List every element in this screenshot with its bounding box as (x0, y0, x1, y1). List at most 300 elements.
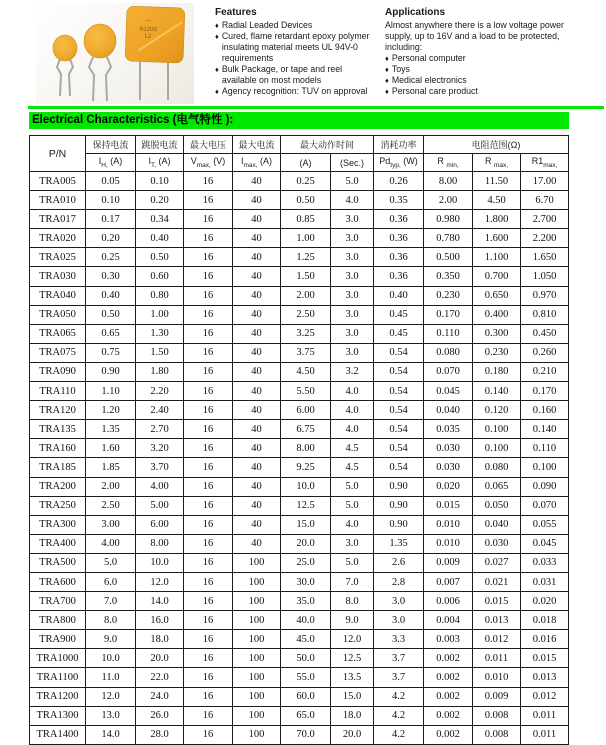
value-cell: 1.050 (521, 267, 569, 286)
value-cell: 3.0 (331, 267, 374, 286)
part-number-cell: TRA135 (30, 420, 86, 439)
value-cell: 0.54 (374, 458, 424, 477)
value-cell: 0.070 (424, 362, 473, 381)
value-cell: 0.021 (473, 572, 521, 591)
value-cell: 1.35 (374, 534, 424, 553)
value-cell: 0.008 (473, 725, 521, 744)
value-cell: 16 (184, 649, 233, 668)
value-cell: 3.7 (374, 668, 424, 687)
product-photo (36, 3, 194, 104)
value-cell: 0.50 (136, 248, 184, 267)
list-item-text: Radial Leaded Devices (221, 20, 313, 30)
value-cell: 0.008 (473, 706, 521, 725)
table-row (30, 401, 569, 420)
col-header-rmin: R $_{min,}$ (424, 154, 473, 172)
value-cell: 12.0 (136, 572, 184, 591)
value-cell: 0.90 (374, 515, 424, 534)
part-number-cell: TRA010 (30, 191, 86, 210)
value-cell: 40 (233, 305, 281, 324)
part-number-cell: TRA160 (30, 439, 86, 458)
value-cell: 1.800 (473, 210, 521, 229)
value-cell: 2.50 (281, 305, 331, 324)
col-header-pn: P/N (30, 136, 86, 172)
value-cell: 12.0 (331, 630, 374, 649)
value-cell: 0.070 (521, 496, 569, 515)
value-cell: 0.012 (521, 687, 569, 706)
device-marking-model: A1200 (139, 26, 157, 34)
value-cell: 16 (184, 172, 233, 191)
value-cell: 4.0 (331, 191, 374, 210)
value-cell: 1.50 (281, 267, 331, 286)
value-cell: 0.012 (473, 630, 521, 649)
value-cell: 16 (184, 229, 233, 248)
col-header-resistance-cn: 电阻范围(Ω) (424, 136, 569, 154)
value-cell: 22.0 (136, 668, 184, 687)
value-cell: 3.3 (374, 630, 424, 649)
value-cell: 2.00 (86, 477, 136, 496)
col-header-hold-cn: 保持电流 (86, 136, 136, 154)
table-row (30, 572, 569, 591)
value-cell: 0.002 (424, 649, 473, 668)
value-cell: 16 (184, 725, 233, 744)
list-item (215, 20, 379, 31)
value-cell: 4.5 (331, 458, 374, 477)
part-number-cell: TRA017 (30, 210, 86, 229)
value-cell: 8.00 (281, 439, 331, 458)
applications-intro: Almost anywhere there is a low voltage power supply, up to 16V and a load to be protected, including: (385, 20, 564, 52)
value-cell: 13.0 (86, 706, 136, 725)
part-number-cell: TRA400 (30, 534, 86, 553)
value-cell: 1.20 (86, 401, 136, 420)
value-cell: 0.160 (521, 401, 569, 420)
table-row (30, 592, 569, 611)
part-number-cell: TRA900 (30, 630, 86, 649)
value-cell: 100 (233, 649, 281, 668)
value-cell: 20.0 (331, 725, 374, 744)
value-cell: 40 (233, 439, 281, 458)
value-cell: 0.015 (473, 592, 521, 611)
part-number-cell: TRA025 (30, 248, 86, 267)
value-cell: 2.70 (136, 420, 184, 439)
list-item-text: Medical electronics (391, 75, 467, 85)
value-cell: 65.0 (281, 706, 331, 725)
table-row (30, 305, 569, 324)
value-cell: 5.0 (331, 496, 374, 515)
value-cell: 3.0 (331, 210, 374, 229)
value-cell: 26.0 (136, 706, 184, 725)
value-cell: 2.200 (521, 229, 569, 248)
section-header-bar (29, 112, 569, 129)
value-cell: 14.0 (136, 592, 184, 611)
medium-disc-device (84, 24, 116, 58)
value-cell: 0.002 (424, 687, 473, 706)
value-cell: 16 (184, 630, 233, 649)
value-cell: 0.980 (424, 210, 473, 229)
table-row (30, 649, 569, 668)
value-cell: 0.970 (521, 286, 569, 305)
value-cell: 16 (184, 305, 233, 324)
col-header-imax-cn: 最大电流 (233, 136, 281, 154)
value-cell: 16 (184, 572, 233, 591)
value-cell: 0.40 (86, 286, 136, 305)
value-cell: 40 (233, 324, 281, 343)
value-cell: 2.20 (136, 382, 184, 401)
part-number-cell: TRA185 (30, 458, 86, 477)
value-cell: 16 (184, 401, 233, 420)
value-cell: 0.75 (86, 343, 136, 362)
value-cell: 0.90 (374, 496, 424, 515)
value-cell: 16 (184, 534, 233, 553)
value-cell: 30.0 (281, 572, 331, 591)
value-cell: 5.00 (136, 496, 184, 515)
value-cell: 0.780 (424, 229, 473, 248)
value-cell: 3.7 (374, 649, 424, 668)
value-cell: 0.300 (473, 324, 521, 343)
col-header-vmax-cn: 最大电压 (184, 136, 233, 154)
value-cell: 3.0 (331, 229, 374, 248)
table-row (30, 382, 569, 401)
list-item (215, 31, 379, 64)
value-cell: 0.020 (424, 477, 473, 496)
value-cell: 0.26 (374, 172, 424, 191)
diamond-bullet-icon: ♦ (215, 87, 219, 96)
value-cell: 0.050 (473, 496, 521, 515)
value-cell: 0.100 (521, 458, 569, 477)
value-cell: 0.36 (374, 248, 424, 267)
value-cell: 40 (233, 286, 281, 305)
value-cell: 4.50 (473, 191, 521, 210)
value-cell: 0.002 (424, 706, 473, 725)
value-cell: 0.54 (374, 420, 424, 439)
features-section (215, 7, 379, 97)
value-cell: 0.140 (521, 420, 569, 439)
value-cell: 0.007 (424, 572, 473, 591)
value-cell: 40 (233, 191, 281, 210)
value-cell: 0.055 (521, 515, 569, 534)
value-cell: 0.700 (473, 267, 521, 286)
diamond-bullet-icon: ♦ (385, 54, 389, 63)
value-cell: 0.110 (521, 439, 569, 458)
part-number-cell: TRA110 (30, 382, 86, 401)
table-header (30, 136, 569, 172)
value-cell: 4.5 (331, 439, 374, 458)
value-cell: 0.810 (521, 305, 569, 324)
table-row (30, 172, 569, 191)
value-cell: 0.65 (86, 324, 136, 343)
value-cell: 0.040 (473, 515, 521, 534)
list-item-text: Personal care product (391, 86, 478, 96)
value-cell: 0.40 (374, 286, 424, 305)
value-cell: 9.0 (331, 611, 374, 630)
value-cell: 100 (233, 630, 281, 649)
value-cell: 3.0 (331, 305, 374, 324)
table-row (30, 496, 569, 515)
value-cell: 18.0 (331, 706, 374, 725)
value-cell: 6.70 (521, 191, 569, 210)
value-cell: 2.00 (424, 191, 473, 210)
value-cell: 0.018 (521, 611, 569, 630)
table-row (30, 630, 569, 649)
value-cell: 16 (184, 382, 233, 401)
table-row (30, 706, 569, 725)
applications-list (385, 53, 570, 97)
value-cell: 2.8 (374, 572, 424, 591)
value-cell: 18.0 (136, 630, 184, 649)
value-cell: 0.210 (521, 362, 569, 381)
value-cell: 0.002 (424, 725, 473, 744)
value-cell: 40 (233, 534, 281, 553)
col-header-imax: $I_{max,}$ (A) (233, 154, 281, 172)
table-row (30, 515, 569, 534)
value-cell: 0.011 (521, 725, 569, 744)
value-cell: 16 (184, 668, 233, 687)
table-row (30, 420, 569, 439)
value-cell: 2.700 (521, 210, 569, 229)
value-cell: 7.0 (331, 572, 374, 591)
value-cell: 16 (184, 611, 233, 630)
value-cell: 0.36 (374, 229, 424, 248)
value-cell: 16 (184, 477, 233, 496)
header-row-2 (30, 154, 569, 172)
value-cell: 0.90 (374, 477, 424, 496)
table-row (30, 362, 569, 381)
table-row (30, 248, 569, 267)
value-cell: 8.00 (424, 172, 473, 191)
diamond-bullet-icon: ♦ (385, 65, 389, 74)
value-cell: 0.010 (473, 668, 521, 687)
part-number-cell: TRA090 (30, 362, 86, 381)
value-cell: 3.2 (331, 362, 374, 381)
value-cell: 0.54 (374, 382, 424, 401)
list-item (215, 86, 379, 97)
table-row (30, 324, 569, 343)
part-number-cell: TRA300 (30, 515, 86, 534)
value-cell: 20.0 (136, 649, 184, 668)
part-number-cell: TRA065 (30, 324, 86, 343)
value-cell: 16 (184, 458, 233, 477)
value-cell: 0.10 (136, 172, 184, 191)
value-cell: 40 (233, 401, 281, 420)
value-cell: 4.2 (374, 687, 424, 706)
value-cell: 5.0 (331, 477, 374, 496)
value-cell: 4.0 (331, 401, 374, 420)
header-row-1 (30, 136, 569, 154)
value-cell: 0.54 (374, 401, 424, 420)
value-cell: 1.50 (136, 343, 184, 362)
value-cell: 16 (184, 706, 233, 725)
value-cell: 5.0 (331, 553, 374, 572)
table-row (30, 553, 569, 572)
value-cell: 6.00 (136, 515, 184, 534)
table-row (30, 458, 569, 477)
list-item (215, 64, 379, 86)
value-cell: 16 (184, 248, 233, 267)
value-cell: 16 (184, 553, 233, 572)
value-cell: 0.003 (424, 630, 473, 649)
value-cell: 0.013 (473, 611, 521, 630)
ptc-devices-illustration (36, 3, 194, 104)
value-cell: 0.90 (86, 362, 136, 381)
value-cell: 2.00 (281, 286, 331, 305)
value-cell: 0.30 (86, 267, 136, 286)
value-cell: 16 (184, 515, 233, 534)
value-cell: 16 (184, 687, 233, 706)
value-cell: 0.25 (281, 172, 331, 191)
value-cell: 6.75 (281, 420, 331, 439)
value-cell: 0.035 (424, 420, 473, 439)
value-cell: 3.25 (281, 324, 331, 343)
col-header-pd: $Pd_{typ,}$ (W) (374, 154, 424, 172)
value-cell: 15.0 (331, 687, 374, 706)
table-row (30, 611, 569, 630)
features-list (215, 20, 379, 97)
value-cell: 13.5 (331, 668, 374, 687)
value-cell: 100 (233, 553, 281, 572)
part-number-cell: TRA250 (30, 496, 86, 515)
value-cell: 14.0 (86, 725, 136, 744)
value-cell: 0.230 (473, 343, 521, 362)
value-cell: 0.045 (521, 534, 569, 553)
value-cell: 3.20 (136, 439, 184, 458)
value-cell: 0.020 (521, 592, 569, 611)
value-cell: 0.065 (473, 477, 521, 496)
value-cell: 24.0 (136, 687, 184, 706)
value-cell: 1.600 (473, 229, 521, 248)
value-cell: 0.34 (136, 210, 184, 229)
value-cell: 2.6 (374, 553, 424, 572)
diamond-bullet-icon: ♦ (215, 21, 219, 30)
col-header-trip-cn: 跳脱电流 (136, 136, 184, 154)
value-cell: 0.031 (521, 572, 569, 591)
value-cell: 40 (233, 458, 281, 477)
value-cell: 40 (233, 382, 281, 401)
list-item-text: Personal computer (391, 53, 466, 63)
value-cell: 1.80 (136, 362, 184, 381)
value-cell: 8.00 (136, 534, 184, 553)
value-cell: 70.0 (281, 725, 331, 744)
value-cell: 1.25 (281, 248, 331, 267)
value-cell: 11.0 (86, 668, 136, 687)
part-number-cell: TRA1000 (30, 649, 86, 668)
value-cell: 4.2 (374, 725, 424, 744)
diamond-bullet-icon: ♦ (215, 65, 219, 74)
value-cell: 3.0 (331, 534, 374, 553)
table-row (30, 534, 569, 553)
diamond-bullet-icon: ♦ (215, 32, 219, 41)
value-cell: 8.0 (331, 592, 374, 611)
value-cell: 0.040 (424, 401, 473, 420)
list-item (385, 64, 570, 75)
applications-section (385, 7, 570, 97)
value-cell: 40 (233, 267, 281, 286)
part-number-cell: TRA1400 (30, 725, 86, 744)
value-cell: 1.35 (86, 420, 136, 439)
part-number-cell: TRA020 (30, 229, 86, 248)
value-cell: 40 (233, 515, 281, 534)
value-cell: 12.5 (281, 496, 331, 515)
col-header-time-sec: (Sec.) (331, 154, 374, 172)
value-cell: 1.10 (86, 382, 136, 401)
value-cell: 0.090 (521, 477, 569, 496)
value-cell: 9.0 (86, 630, 136, 649)
value-cell: 10.0 (136, 553, 184, 572)
value-cell: 0.10 (86, 191, 136, 210)
device-logo-mark: 〰 (145, 18, 152, 25)
value-cell: 0.100 (473, 439, 521, 458)
value-cell: 16 (184, 286, 233, 305)
value-cell: 0.400 (473, 305, 521, 324)
value-cell: 100 (233, 687, 281, 706)
value-cell: 5.0 (331, 172, 374, 191)
diamond-bullet-icon: ♦ (385, 76, 389, 85)
value-cell: 40 (233, 172, 281, 191)
value-cell: 4.00 (86, 534, 136, 553)
value-cell: 100 (233, 592, 281, 611)
value-cell: 0.350 (424, 267, 473, 286)
col-header-r1max: $R1_{max,}$ (521, 154, 569, 172)
value-cell: 17.00 (521, 172, 569, 191)
value-cell: 1.30 (136, 324, 184, 343)
col-header-time-a: (A) (281, 154, 331, 172)
value-cell: 0.010 (424, 515, 473, 534)
value-cell: 0.002 (424, 668, 473, 687)
value-cell: 0.004 (424, 611, 473, 630)
value-cell: 0.45 (374, 324, 424, 343)
value-cell: 0.045 (424, 382, 473, 401)
part-number-cell: TRA700 (30, 592, 86, 611)
table-row (30, 229, 569, 248)
value-cell: 0.009 (424, 553, 473, 572)
value-cell: 0.009 (473, 687, 521, 706)
table-row (30, 267, 569, 286)
value-cell: 0.36 (374, 210, 424, 229)
value-cell: 2.40 (136, 401, 184, 420)
value-cell: 0.030 (424, 458, 473, 477)
value-cell: 4.0 (331, 420, 374, 439)
value-cell: 16 (184, 267, 233, 286)
value-cell: 0.260 (521, 343, 569, 362)
value-cell: 35.0 (281, 592, 331, 611)
col-header-ih: $I_{H,}$ (A) (86, 154, 136, 172)
value-cell: 16 (184, 362, 233, 381)
value-cell: 0.80 (136, 286, 184, 305)
value-cell: 0.20 (136, 191, 184, 210)
value-cell: 3.0 (331, 343, 374, 362)
value-cell: 0.17 (86, 210, 136, 229)
value-cell: 0.25 (86, 248, 136, 267)
value-cell: 60.0 (281, 687, 331, 706)
value-cell: 100 (233, 611, 281, 630)
value-cell: 25.0 (281, 553, 331, 572)
value-cell: 15.0 (281, 515, 331, 534)
part-number-cell: TRA800 (30, 611, 86, 630)
value-cell: 40 (233, 496, 281, 515)
value-cell: 3.0 (374, 611, 424, 630)
value-cell: 0.015 (424, 496, 473, 515)
value-cell: 0.50 (86, 305, 136, 324)
part-number-cell: TRA1300 (30, 706, 86, 725)
value-cell: 5.0 (86, 553, 136, 572)
value-cell: 16 (184, 439, 233, 458)
value-cell: 0.36 (374, 267, 424, 286)
value-cell: 0.080 (424, 343, 473, 362)
value-cell: 3.70 (136, 458, 184, 477)
value-cell: 1.100 (473, 248, 521, 267)
electrical-characteristics-table (29, 135, 569, 745)
value-cell: 100 (233, 706, 281, 725)
value-cell: 12.0 (86, 687, 136, 706)
value-cell: 55.0 (281, 668, 331, 687)
